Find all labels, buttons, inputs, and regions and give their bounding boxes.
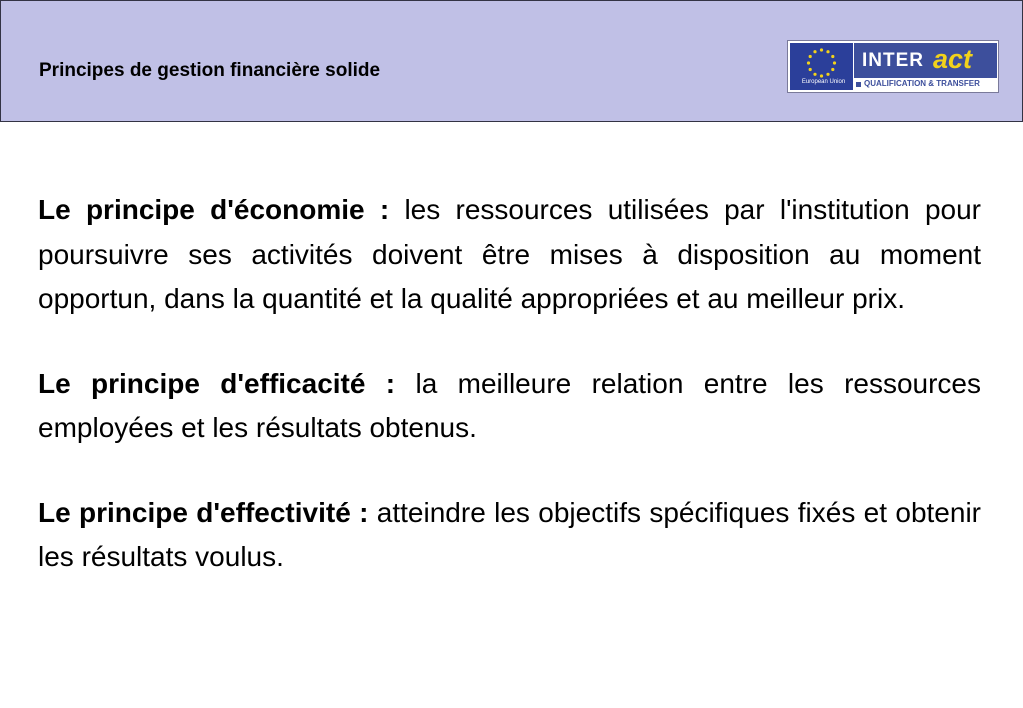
eu-label: European Union	[801, 79, 846, 85]
paragraph-efficacite	[38, 362, 981, 451]
brand-act: act	[933, 44, 973, 74]
slide-body	[38, 188, 981, 620]
term-label: Le principe d'efficacité :	[38, 367, 396, 399]
brand-box	[854, 43, 997, 78]
brand-inter: INTER	[862, 50, 924, 71]
paragraph-text: la meilleure relation entre les ressources employées et les résultats obtenus.	[38, 367, 982, 443]
paragraph-text: atteindre les objectifs spécifiques fixés et obtenir les résultats voulus.	[38, 496, 981, 572]
paragraph-effectivite	[38, 491, 981, 580]
eu-flag-icon	[790, 43, 853, 90]
brand-tagline: QUALIFICATION & TRANSFER	[864, 79, 980, 88]
brand-strip	[854, 78, 997, 91]
slide-header	[0, 0, 1023, 122]
square-bullet-icon	[856, 82, 861, 87]
term-label: Le principe d'effectivité :	[38, 496, 369, 528]
slide-title: Principes de gestion financière solide	[39, 60, 381, 81]
interact-logo	[787, 40, 999, 93]
paragraph-text: les ressources utilisées par l'institution pour poursuivre ses activités doivent être mises à disposition au moment opportun, dans la quantité et la qualité appropriées et au meilleur prix.	[38, 194, 982, 314]
paragraph-economie	[38, 188, 981, 322]
term-label: Le principe d'économie :	[38, 194, 390, 225]
